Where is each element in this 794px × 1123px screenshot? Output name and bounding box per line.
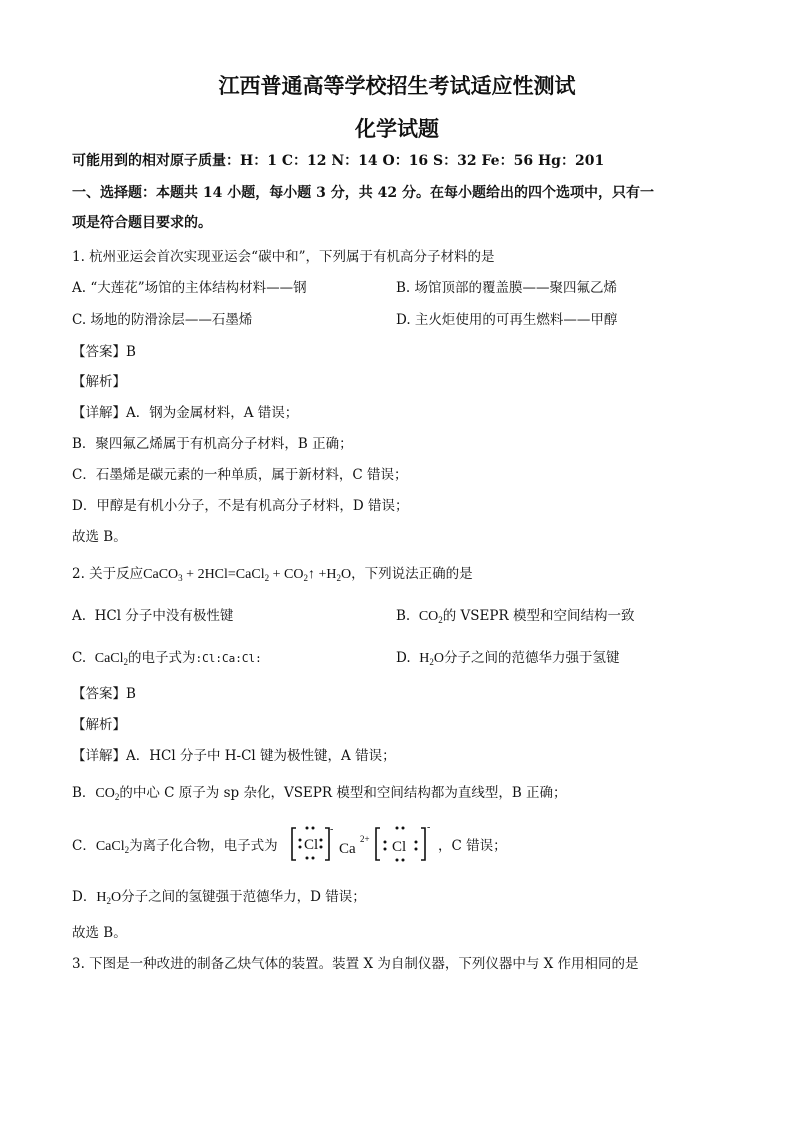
atomic-masses: 可能用到的相对原子质量：H：1 C：12 N：14 O：16 S：32 Fe：56 Hg：201 xyxy=(72,153,605,169)
q2-option-c: C. CaCl$_2$的电子式为:Cl:Ca:Cl: xyxy=(72,650,262,667)
q1-answer: 【答案】B xyxy=(72,344,136,360)
q1-option-a: A. “大莲花”场馆的主体结构材料——钢 xyxy=(72,280,307,296)
cacl2-electron-formula xyxy=(290,820,440,866)
cl-left-charge: - xyxy=(330,824,334,835)
q1-detail-a: 【详解】A．钢为金属材料，A 错误； xyxy=(72,405,299,421)
q1-detail-c: C．石墨烯是碳元素的一种单质，属于新材料，C 错误； xyxy=(72,467,408,483)
cl-left: Cl xyxy=(304,837,319,853)
q2-detail-b: B．$CO_2$的中心 C 原子为 sp 杂化，VSEPR 模型和空间结构都为直线型，B 正确； xyxy=(72,785,567,802)
q1-option-d: D. 主火炬使用的可再生燃料——甲醇 xyxy=(396,312,618,328)
q2-equation: CaCO$_3$ + 2HCl=CaCl$_2$ + $CO_2↑ +H_2O$ xyxy=(143,567,352,583)
q2-option-c-electron-formula: :Cl:Ca:Cl: xyxy=(195,652,262,665)
q2-detail-a: 【详解】A．HCl 分子中 H-Cl 键为极性键，A 错误； xyxy=(72,748,396,764)
q1-detail-b: B．聚四氟乙烯属于有机高分子材料，B 正确； xyxy=(72,436,353,452)
ca-ion: Ca xyxy=(339,841,356,857)
q2-detail-c-suffix: ，C 错误； xyxy=(438,838,507,854)
q2-analysis-label: 【解析】 xyxy=(72,717,126,733)
section-heading-line1: 一、选择题：本题共 14 小题，每小题 3 分，共 42 分。在每小题给出的四个选项中，只有一 xyxy=(72,185,654,201)
q1-stem: 1. 杭州亚运会首次实现亚运会“碳中和”，下列属于有机高分子材料的是 xyxy=(72,249,495,265)
q3-stem: 3. 下图是一种改进的制备乙炔气体的装置。装置 X 为自制仪器，下列仪器中与 X 作用相同的是 xyxy=(72,956,639,972)
page-title: 江西普通高等学校招生考试适应性测试 xyxy=(218,73,576,98)
cl-right-charge: - xyxy=(427,822,431,833)
ca-charge: 2+ xyxy=(360,834,370,844)
q1-conclusion: 故选 B。 xyxy=(72,529,127,545)
q2-conclusion: 故选 B。 xyxy=(72,925,127,941)
q2-option-b: B. $CO_2$的 VSEPR 模型和空间结构一致 xyxy=(396,608,635,625)
q2-detail-d: D．$H_2O$分子之间的氢键强于范德华力，D 错误； xyxy=(72,889,366,906)
section-heading-line2: 项是符合题目要求的。 xyxy=(72,215,212,231)
q2-answer: 【答案】B xyxy=(72,686,136,702)
q2-option-a: A. HCl 分子中没有极性键 xyxy=(72,608,234,624)
q2-stem: 2. 关于反应CaCO$_3$ + 2HCl=CaCl$_2$ + $CO_2↑ +H_2O$，下列说法正确的是 xyxy=(72,566,473,583)
q2-detail-c: C．CaCl$_2$为离子化合物，电子式为 xyxy=(72,838,278,855)
q1-option-c: C. 场地的防滑涂层——石墨烯 xyxy=(72,312,253,328)
q1-option-b: B. 场馆顶部的覆盖膜——聚四氟乙烯 xyxy=(396,280,618,296)
q1-detail-d: D．甲醇是有机小分子，不是有机高分子材料，D 错误； xyxy=(72,498,409,514)
cl-right: Cl xyxy=(392,839,407,855)
q2-option-d: D. $H_2O$分子之间的范德华力强于氢键 xyxy=(396,650,620,667)
page-subtitle: 化学试题 xyxy=(355,116,439,141)
q1-analysis-label: 【解析】 xyxy=(72,374,126,390)
